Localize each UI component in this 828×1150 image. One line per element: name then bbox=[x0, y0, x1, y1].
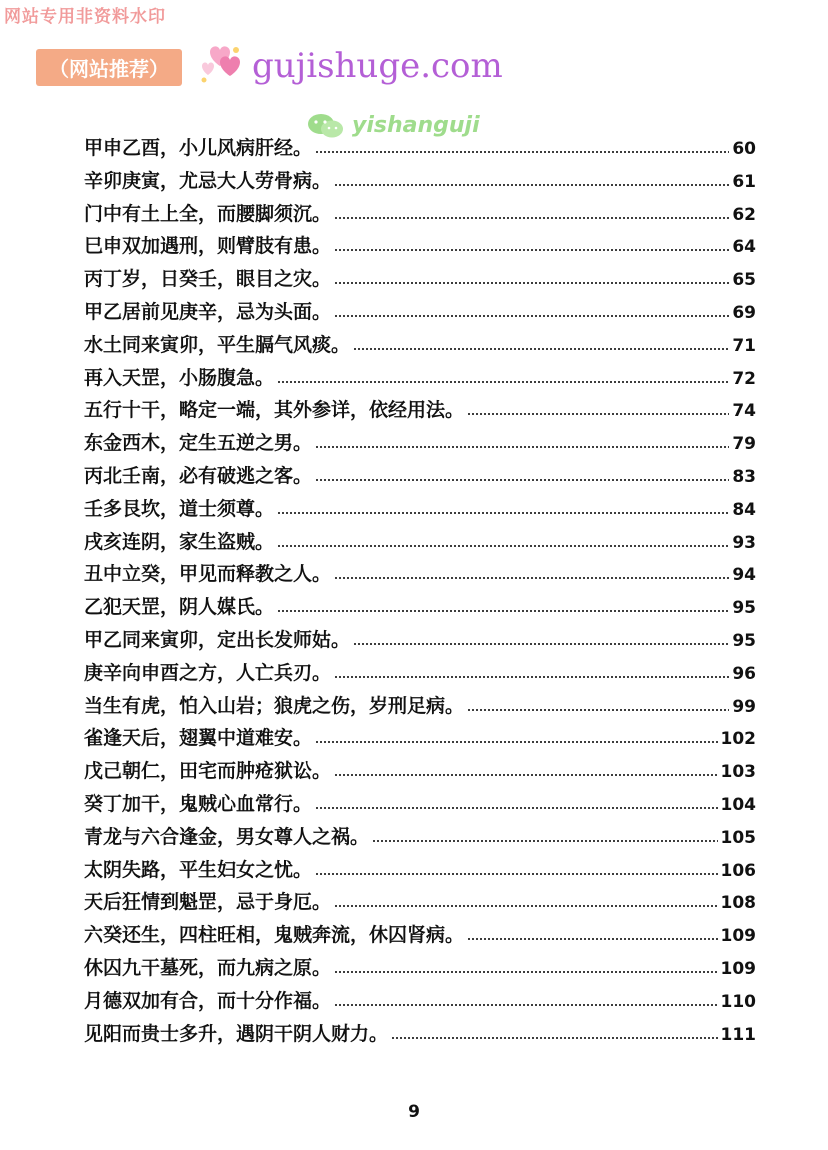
toc-dot-leader bbox=[334, 315, 729, 317]
toc-entry bbox=[84, 789, 756, 822]
site-name: gujishuge.com bbox=[252, 46, 503, 86]
toc-dot-leader bbox=[315, 446, 729, 448]
site-recommend-badge: （网站推荐） bbox=[36, 49, 182, 86]
toc-entry-title: 水土同来寅卯，平生膈气风痰。 bbox=[84, 333, 351, 356]
toc-entry bbox=[84, 986, 756, 1019]
toc-dot-leader bbox=[353, 643, 729, 645]
toc-entry-page: 110 bbox=[720, 991, 756, 1012]
toc-entry-title: 太阴失路，平生妇女之忧。 bbox=[84, 858, 313, 881]
toc-dot-leader bbox=[334, 774, 717, 776]
toc-dot-leader bbox=[334, 282, 729, 284]
toc-entry-page: 105 bbox=[720, 827, 756, 848]
hearts-icon bbox=[196, 40, 246, 86]
toc-entry-title: 丙北壬南，必有破逃之客。 bbox=[84, 464, 313, 487]
toc-entry-page: 94 bbox=[732, 565, 756, 586]
toc-dot-leader bbox=[334, 577, 729, 579]
toc-dot-leader bbox=[334, 1004, 717, 1006]
toc-dot-leader bbox=[467, 709, 729, 711]
toc-entry-title: 丑中立癸，甲见而释教之人。 bbox=[84, 563, 332, 586]
toc-entry-page: 84 bbox=[732, 499, 756, 520]
toc-entry-page: 60 bbox=[732, 139, 756, 159]
toc-entry bbox=[84, 559, 756, 592]
toc-entry-title: 甲乙同来寅卯，定出长发师姑。 bbox=[84, 628, 351, 651]
toc-dot-leader bbox=[315, 151, 729, 153]
toc-entry-page: 104 bbox=[720, 794, 756, 815]
toc-entry-page: 95 bbox=[732, 630, 756, 651]
toc-entry-page: 72 bbox=[732, 368, 756, 389]
toc-dot-leader bbox=[315, 873, 717, 875]
page-number: 9 bbox=[408, 1102, 420, 1122]
toc-entry bbox=[84, 231, 756, 264]
toc-entry-title: 戌亥连阴，家生盗贼。 bbox=[84, 530, 275, 553]
toc-entry-page: 95 bbox=[732, 598, 756, 619]
toc-dot-leader bbox=[277, 512, 729, 514]
toc-dot-leader bbox=[467, 413, 729, 415]
toc-entry-page: 62 bbox=[732, 204, 756, 225]
toc-entry bbox=[84, 855, 756, 888]
toc-entry-page: 83 bbox=[732, 466, 756, 487]
toc-entry bbox=[84, 166, 756, 199]
toc-entry-page: 109 bbox=[720, 926, 756, 947]
toc-entry-title: 门中有土上全，而腰脚须沉。 bbox=[84, 202, 332, 225]
toc-dot-leader bbox=[391, 1037, 717, 1039]
toc-entry-page: 74 bbox=[732, 401, 756, 422]
toc-dot-leader bbox=[353, 348, 729, 350]
toc-entry-page: 96 bbox=[732, 663, 756, 684]
toc-entry bbox=[84, 494, 756, 527]
toc-entry-page: 103 bbox=[720, 762, 756, 783]
toc-dot-leader bbox=[372, 840, 717, 842]
toc-entry-page: 111 bbox=[720, 1024, 756, 1045]
toc-entry-page: 79 bbox=[732, 434, 756, 455]
toc-dot-leader bbox=[277, 610, 729, 612]
toc-dot-leader bbox=[334, 905, 717, 907]
toc-entry-title: 庚辛向申酉之方，人亡兵刃。 bbox=[84, 661, 332, 684]
toc-entry bbox=[84, 822, 756, 855]
toc-entry bbox=[84, 395, 756, 428]
toc-entry-title: 乙犯天罡，阴人媒氏。 bbox=[84, 596, 275, 619]
toc-entry bbox=[84, 756, 756, 789]
toc-entry-title: 见阳而贵士多升，遇阴干阴人财力。 bbox=[84, 1022, 389, 1045]
toc-entry-title: 青龙与六合逢金，男女尊人之祸。 bbox=[84, 825, 370, 848]
toc-entry-title: 天后狂情到魁罡，忌于身厄。 bbox=[84, 891, 332, 914]
toc-entry-title: 东金西木，定生五逆之男。 bbox=[84, 432, 313, 455]
toc-entry-page: 109 bbox=[720, 958, 756, 979]
toc-dot-leader bbox=[334, 217, 729, 219]
toc-entry bbox=[84, 658, 756, 691]
toc-entry bbox=[84, 1019, 756, 1052]
toc-entry bbox=[84, 723, 756, 756]
toc-entry bbox=[84, 953, 756, 986]
toc-entry bbox=[84, 527, 756, 560]
toc-entry-title: 甲申乙酉，小儿风病肝经。 bbox=[84, 137, 313, 159]
toc-entry-page: 106 bbox=[720, 860, 756, 881]
toc-entry-title: 月德双加有合，而十分作福。 bbox=[84, 989, 332, 1012]
toc-dot-leader bbox=[315, 741, 717, 743]
toc-dot-leader bbox=[277, 545, 729, 547]
toc-dot-leader bbox=[334, 971, 717, 973]
toc-entry-page: 102 bbox=[720, 729, 756, 750]
toc-dot-leader bbox=[315, 479, 729, 481]
toc-entry bbox=[84, 592, 756, 625]
toc-entry-page: 64 bbox=[732, 237, 756, 258]
toc-entry bbox=[84, 887, 756, 920]
toc-entry-title: 休囚九干墓死，而九病之原。 bbox=[84, 956, 332, 979]
toc-dot-leader bbox=[277, 381, 729, 383]
toc-entry-title: 再入天罡，小肠腹急。 bbox=[84, 366, 275, 389]
toc-entry-title: 巳申双加遇刑，则臂肢有患。 bbox=[84, 235, 332, 258]
toc-entry-title: 六癸还生，四柱旺相，鬼贼奔流，休囚肾病。 bbox=[84, 924, 465, 947]
toc-entry-title: 当生有虎，怕入山岩；狼虎之伤，岁刑足病。 bbox=[84, 694, 465, 717]
toc-dot-leader bbox=[334, 249, 729, 251]
toc-entry-page: 93 bbox=[732, 532, 756, 553]
toc-entry-page: 65 bbox=[732, 270, 756, 291]
toc-entry-title: 甲乙居前见庚辛，忌为头面。 bbox=[84, 300, 332, 323]
toc-entry bbox=[84, 691, 756, 724]
wechat-label: yishanguji bbox=[352, 113, 480, 138]
toc-entry bbox=[84, 625, 756, 658]
toc-entry-page: 69 bbox=[732, 302, 756, 323]
toc-entry bbox=[84, 428, 756, 461]
toc-dot-leader bbox=[334, 184, 729, 186]
toc-entry-page: 71 bbox=[732, 335, 756, 356]
toc-entry-page: 99 bbox=[732, 696, 756, 717]
table-of-contents bbox=[84, 133, 756, 1051]
toc-dot-leader bbox=[334, 676, 729, 678]
toc-entry bbox=[84, 297, 756, 330]
toc-entry bbox=[84, 920, 756, 953]
toc-entry-title: 丙丁岁，日癸壬，眼目之灾。 bbox=[84, 268, 332, 291]
toc-entry-page: 61 bbox=[732, 171, 756, 192]
toc-entry bbox=[84, 199, 756, 232]
toc-entry bbox=[84, 461, 756, 494]
toc-entry bbox=[84, 363, 756, 396]
toc-dot-leader bbox=[467, 938, 717, 940]
toc-entry bbox=[84, 133, 756, 166]
toc-entry-title: 雀逢天后，翅翼中道难安。 bbox=[84, 727, 313, 750]
toc-entry-title: 戊己朝仁，田宅而肿疮狱讼。 bbox=[84, 760, 332, 783]
toc-entry-title: 五行十干，略定一端，其外参详，依经用法。 bbox=[84, 399, 465, 422]
watermark-notice: 网站专用非资料水印 bbox=[4, 7, 166, 27]
toc-entry-title: 癸丁加干，鬼贼心血常行。 bbox=[84, 792, 313, 815]
toc-entry bbox=[84, 264, 756, 297]
toc-dot-leader bbox=[315, 807, 717, 809]
toc-entry-title: 辛卯庚寅，尤忌大人劳骨病。 bbox=[84, 169, 332, 192]
toc-entry bbox=[84, 330, 756, 363]
toc-entry-title: 壬多艮坎，道士须尊。 bbox=[84, 497, 275, 520]
toc-entry-page: 108 bbox=[720, 893, 756, 914]
